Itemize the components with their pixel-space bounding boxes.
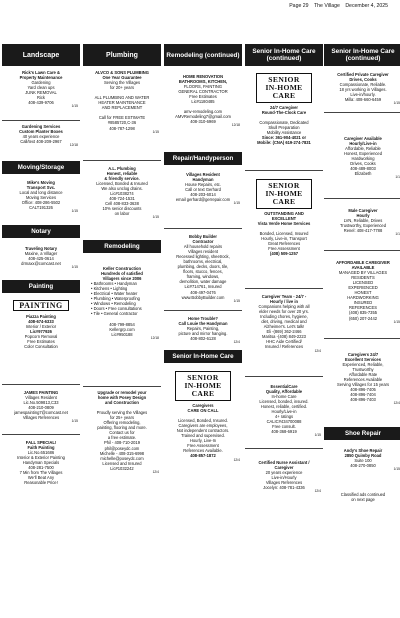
remodeling-continued-banner: Remodeling (continued) [164,44,242,66]
divider [324,112,400,113]
divider [245,288,323,289]
ad-gerhard-handyman: Villages Resident Handyman House Repairs, etc. Call or text Gerhard 408-203-6014 email gerhard@gerrepair.com 1/15 [164,172,242,206]
divider [245,170,323,171]
ad-date: 1/15 [71,419,78,424]
ad-keller-construction: Keller Construction Hundreds of satisfied Villagers since 2006 • Bathrooms • Handyman • Kitchens • Lighting • Electrical • Water heater • Plumbing • Waterproofing • Windows • Remodeling • Doors • Free consultations • Tile • General contractor 408-799-8854 Kellergrp.com Lic#950188 12/18 [83,266,161,340]
divider [164,310,242,311]
ad-vista-verde: SENIOR IN-HOME CARE OUTSTANDING AND EXCELLENT Vista Verde Home Services Bonded, Licensed, Insured Hourly, Live-in, Transport Great References Free Assessment (408) 509-1257 [257,181,311,257]
divider [245,448,323,449]
ad-date: 12/4 [152,469,159,474]
ad-date: 1/15 [393,319,400,324]
moving-banner: Moving/Storage [2,161,80,174]
ad-date: 1/15 [393,101,400,106]
issue-date: December 4, 2025 [345,3,388,9]
ad-louie-handyman: Home Trouble? Call Louie the Handyman Repairs, Painting, picture and mirror hanging. 408-802-6128 12/4 [164,316,242,345]
ad-date: 12/4 [314,348,321,353]
divider [83,160,161,161]
ad-bobby-builder: Bobby Builder Contractor All household repairs Villages resident Recessed lighting, sheetrock, bathrooms, electrical, plumbing, decks, doors, tile, floors, stucco, fences, framing, windows, demolition, water damage Lic#714761, Insured 408-497-0476 www.BobbyBuilder.com 1/15 [164,234,242,303]
divider [324,198,400,199]
ad-date: 12/4 [314,489,321,494]
ad-date: 1/1 [395,232,400,237]
ad-caregiver-elizabeth: Caregiver Available Hourly/Live-in Affordable, Reliable Honest, Experienced Hardworking Drives, Cooks 408-489-8003 Elizabeth 1/1 [324,136,400,180]
continued-notice: Classified ads continued on next page [340,492,386,503]
ad-text: Rick's Lawn Care & Property Maintenance Gardening Yard clean ups JUNK REMOVAL Rick 408-439-9706 [19,70,63,106]
ad-24-7-caregiver: SENIOR IN-HOME CARE 24/7 Caregiver Round-The-Clock Care Compassionate, Dedicated Skull Preparation Mobility Assistance Since: 361-904-4021 or Mobile: (CNA) 619-274-7831 [257,75,311,146]
divider [324,250,400,251]
service-list: • Bathrooms • Handyman • Kitchens • Lighting • Electrical • Water heater • Plumbing • Waterproofing • Windows • Remodeling • Doors • Free consultations • Tile • General contractor [91,281,142,317]
ad-date: 1/15 [152,215,159,220]
ad-al-plumbing: A.L. Plumbing Honest, reliable & friendly service. Licensed, Bonded & Insured We also unclog drains. Lic#1038274 408-724-1531 Cell 408-833-3638 10% senior discounts on labor 1/15 [83,166,161,220]
remodeling-banner: Remodeling [83,240,161,253]
ad-date: 12/18 [231,123,240,128]
divider [83,386,161,387]
divider [2,434,80,435]
page-number: Page 29 [289,3,309,9]
ad-care-on-call: SENIOR IN-HOME CARE Caregivers CARE ON CALL Licensed, Bonded, Insured. Caregivers are employees, Not independent contractors. Trained and supervised. Hourly, Live-In Free Assessment References Available. 408-857-1872 12/4 [164,368,242,462]
ad-faith-painting: FALL SPECIAL! Faith Painting Lic.No.651686 Interior & Exterior Painting Handyman Specials 408-281-7500 7 Min from The Villages We'll Beat Any Reasonable Price! [17,440,65,486]
ad-date: 1/15 [233,298,240,303]
ad-date: 1/1 [395,175,400,180]
ad-james-painting: JAMES PAINTING Villages Resident Lic.No.509813,C33 408-210-0809 jamespainting7@comcast.net Villages References 1/15 [2,390,80,424]
senior-care-banner: Senior In-Home Care [164,350,242,363]
ad-date: 12/4 [393,401,400,406]
ad-date: 1/15 [71,104,78,109]
ad-date: 1/15 [71,265,78,270]
shoe-repair-banner: Shoe Repair [324,427,400,440]
ad-essentialcare: EssentialCare Quality, Affordable In-home Care Licensed, bonded, insured. Honest, reliable, certified. Hourly/Live-in 4+ ratings CALIC#434700088 Free consult. 408-368-6919 1/15 [245,384,323,438]
divider [2,120,80,121]
ad-affordable-caregiver: AFFORDABLE CAREGIVER AVAILABLE MANAGED BY VILLAGES RESIDENTS LICENSED EXPERIENCED HONEST HARDWORKING INSURED REFERENCES (408) 835-7355 (650) 207-2442 1/15 [324,260,400,324]
ad-ricks-lawn [2,70,80,109]
painting-banner: Painting [2,280,80,293]
notary-banner: Notary [2,225,80,238]
ad-alvco-plumbing: ALVCO & SONS PLUMBING One Year Guarantee Serving the Villages for 20+ years ALL PLUMBING AND WATER HEATER MAINTENANCE AND REPLACEMENT Call for FREE ESTIMATE #8585720,C-36 408-787-1298 1/15 [83,70,161,134]
divider [2,384,80,385]
ad-posey-design: Upgrade or remodel your home with Posey Design and Construction Proudly serving the Villages for 25+ years Offering remodeling, painting, flooring and more. Contact us for a free estimate. Phil - 408-710-2019 phil@poseydc.com Michelle - 408-315-6998 michelle@poseydc.com Licensed and Insured Lic#1032242 12/4 [83,390,161,474]
ad-notary: Traveling Notary Maxine, a Villager 408-425-0614 drmaxx@comcast.net 1/15 [2,246,80,270]
ad-gardening: Gardening Services Custom Planter Boxes 40 years experience Call/text 408-209-2967 12/18 [2,124,80,148]
ad-date: 1/15 [71,209,78,214]
paper-name: The Village [314,3,340,9]
ad-date: 12/4 [233,340,240,345]
senior-care-logo: SENIOR IN-HOME CARE [175,371,231,401]
divider [164,228,242,229]
ad-date: 1/15 [233,201,240,206]
ad-private-caregiver: Certified Private Caregiver Drives, Cooks Compassionate, Reliable. 18 yrs working in Villages. Live-in/hourly. Milla: 408-660-6459 1/15 [324,72,400,106]
handyperson-banner: Repair/Handyperson [164,152,242,165]
ad-male-caregiver: Male Caregiver Hourly LVN, Reliable, Drives Trustworthy, Experienced Renel: 408-417-7788 1/1 [324,208,400,237]
senior-care-logo: SENIOR IN-HOME CARE [256,179,312,209]
painting-logo: PAINTING [13,300,69,311]
ad-date: 12/18 [150,335,159,340]
ad-date: 12/4 [233,457,240,462]
senior-care-logo: SENIOR IN-HOME CARE [256,73,312,103]
ad-date: 12/18 [69,143,78,148]
senior-care-continued-banner-2: Senior In-Home Care (continued) [324,44,400,66]
plumbing-banner: Plumbing [83,44,161,66]
ad-caregivers-24-7: Caregivers 24/7 Excellent Services Experienced, Reliable, Trustworthy Affordable Rate References Available Serving Villages for 15 years 408-896-7405 408-896-7404 408-896-7403 12/4 [324,352,400,406]
divider [324,338,400,339]
ad-mikes-moving: Mike's Moving Transport Svc. Local and long distance Moving Services Office: 408-286-5502 CALT191326 1/15 [2,180,80,214]
page-header [0,0,400,14]
ad-amv-remodeling: HOME RENOVATION BATHROOMS, KITCHEN, FLOORS, PAINTING GENERAL CONTRACTOR Free Estimates Lic#1180485 amv-remodeling.com AMVRemodeling7@gmail.com 408-310-6969 12/18 [164,74,242,128]
ad-date: 1/15 [152,129,159,134]
ad-cna-jocelyn: Certified Nurse Assistant / Caregiver 20 years experience Live-in/Hourly Villages References Jocelyn: 408-781-4336 12/4 [245,460,323,494]
divider [245,376,323,377]
ad-date: 1/15 [314,433,321,438]
ad-piazza-painting: PAINTING Piazza Painting 408-674-6333 Interior / Exterior Lic#977926 Popcorn Removal Free Estimates Color Consultation [2,298,80,349]
landscape-banner: Landscape [2,44,80,66]
ad-caregiver-team: Caregiver Team - 24/7 - Hourly / live in Companions helping with all elder needs for over 20 yrs. Including chores, hygiene, diet, driving, medical and Alzheimer's. Let's talk! Eli -(869) 362-2466 Maritsa -(408) 849-2223 HHC Aide Certified/ Insured / References 12/4 [245,294,323,353]
senior-care-continued-banner: Senior In-Home Care (continued) [245,44,323,66]
ad-date: 1/15 [393,467,400,472]
ad-andys-shoe-repair: Andy's Shoe Repair 2850 Quimby Road Suite 100 408-270-0850 1/15 [324,448,400,472]
